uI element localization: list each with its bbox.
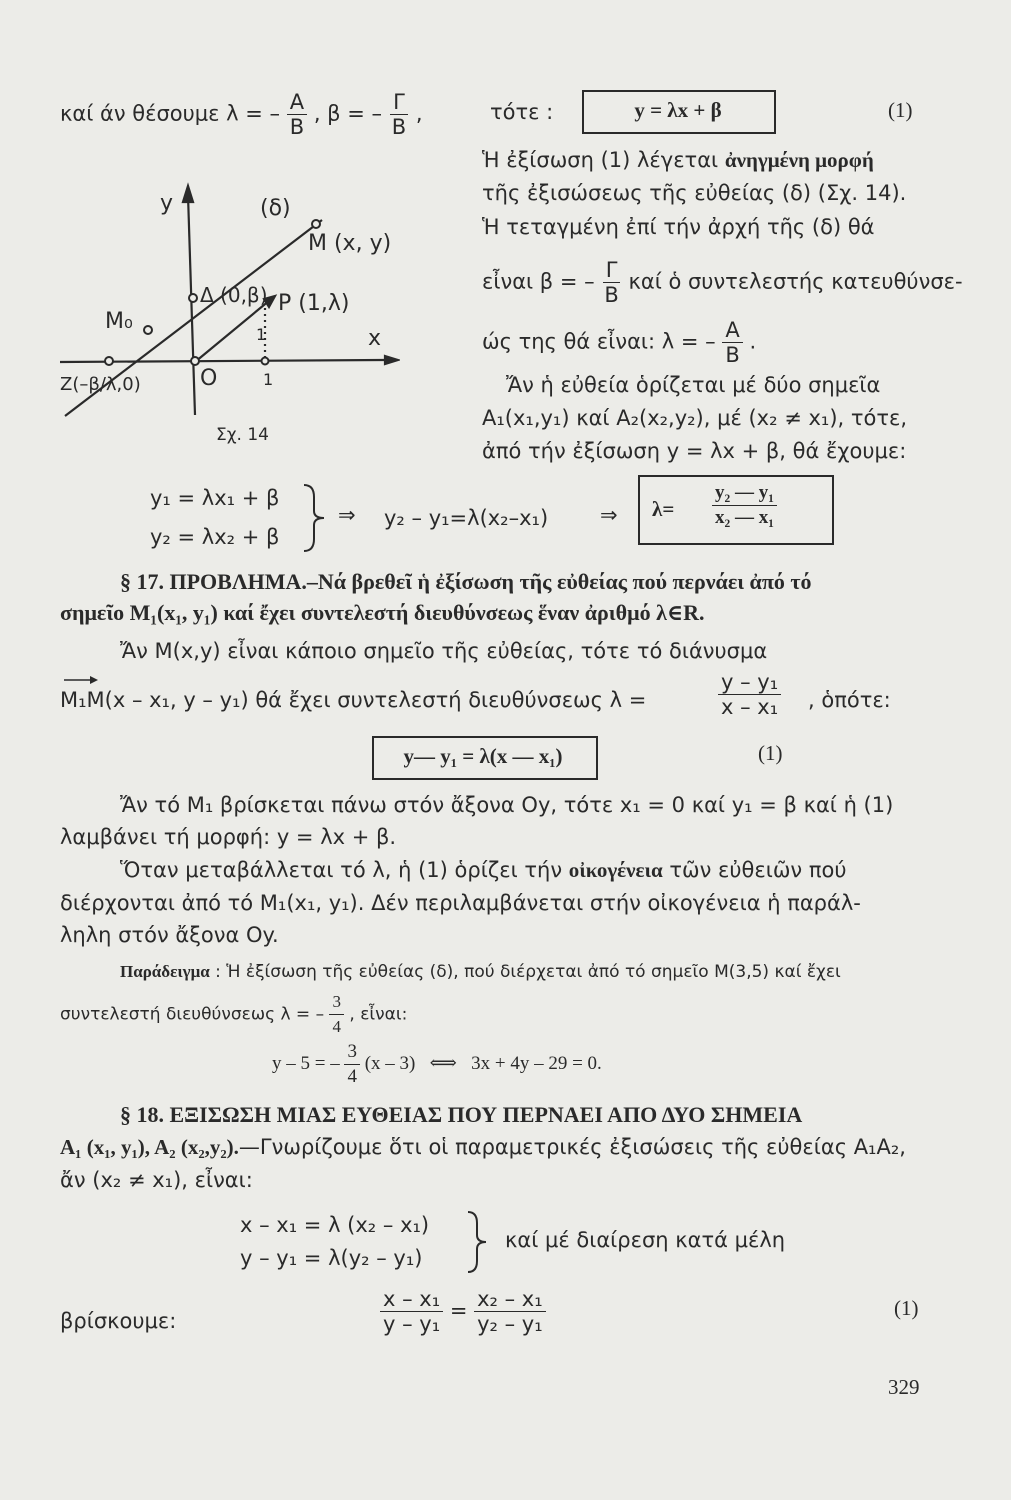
sec17-p4-line2: διέρχονται ἀπό τό M₁(x₁, y₁). Δέν περιλαμβάνεται στήν οἰκογένεια ἡ παράλ-: [60, 891, 861, 915]
para1-line4-num: Γ: [603, 258, 621, 283]
example-eq-num: 3: [344, 1040, 360, 1065]
boxed-eq-text: y = λx + β: [634, 98, 722, 122]
frac-a-num: A: [287, 90, 307, 115]
para2-line2: A₁(x₁,y₁) καί A₂(x₂,y₂), μέ (x₂ ≠ x₁), τότε,: [482, 406, 908, 430]
para2-line3: ἀπό τήν ἐξίσωση y = λx + β, θά ἔχουμε:: [482, 439, 907, 463]
sec17-p4-line1: [120, 855, 846, 885]
sec18-sys-note: καί μέ διαίρεση κατά μέλη: [505, 1228, 786, 1252]
para1-line1-text: Ἡ ἐξίσωση (1) λέγεται: [482, 148, 719, 172]
figure-caption: Σχ. 14: [216, 425, 270, 445]
label-M: M (x, y): [308, 231, 392, 256]
lambda-num: y₂ — y₁: [712, 481, 777, 506]
term-reduced-form: ἀνηγμένη μορφή: [724, 148, 874, 172]
example-label: Παράδειγμα: [120, 962, 210, 981]
sec18-f2-den: y₂ – y₁: [477, 1312, 543, 1336]
sec18-line3: ἄν (x₂ ≠ x₁), εἶναι:: [60, 1168, 253, 1192]
example-eq-post: 3x + 4y – 29 = 0.: [471, 1052, 602, 1074]
example-eq-pre: y – 5 = –: [272, 1052, 340, 1074]
sec18-f1-num: x – x₁: [380, 1287, 443, 1312]
sec17-title-line2: σημεῖο M₁(x₁, y₁) καί ἔχει συντελεστή διευθύνσεως ἕναν ἀριθμό λ∈R.: [60, 600, 705, 625]
implies-arrow-1: ⇒: [338, 503, 356, 527]
sec18-points: A₁ (x₁, y₁), A₂ (x₂,y₂).: [60, 1135, 239, 1159]
para1-line4: [482, 258, 963, 307]
brace-right-1: [300, 483, 340, 553]
header-lead: καί άν θέσουμε λ = –: [60, 101, 281, 126]
example-line2-num: 3: [329, 990, 344, 1015]
sec18-line2: [60, 1132, 906, 1162]
label-M0: M₀: [105, 309, 133, 334]
para1-line1: [482, 145, 874, 175]
sec17-p4-line3: ληλη στόν ἄξονα Oy.: [60, 923, 279, 947]
point-one-x: [262, 358, 269, 365]
example-equation: [272, 1040, 602, 1089]
frac-g-num: Γ: [390, 90, 408, 115]
lambda-lhs: λ=: [652, 497, 675, 521]
sec17-p4-pre: Ὅταν μεταβάλλεται τό λ, ἡ (1) ὁρίζει τήν: [120, 858, 563, 882]
header-tail: ,: [415, 101, 423, 126]
para1-line5-post: .: [749, 329, 757, 354]
sec18-find: βρίσκουμε:: [60, 1309, 177, 1333]
eq-number-1: (1): [888, 98, 913, 122]
sec18-line2-text: —Γνωρίζουμε ὅτι οἱ παραμετρικές ἐξισώσεις τῆς εὐθείας A₁A₂,: [238, 1135, 906, 1159]
eq-number-18: (1): [894, 1296, 919, 1320]
point-Delta: [189, 294, 197, 302]
frac-a-den: B: [289, 115, 305, 139]
para1-line3: Ἡ τεταγμένη ἐπί τήν ἀρχή τῆς (δ) θά: [482, 215, 875, 239]
label-one-x: 1: [263, 370, 274, 389]
sec18-title-line1: § 18. ΕΞΙΣΩΣΗ ΜΙΑΣ ΕΥΘΕΙΑΣ ΠΟΥ ΠΕΡΝΑΕΙ ΑΠΟ ΔΥΟ ΣΗΜΕΙΑ: [120, 1102, 803, 1127]
sec17-p3-line1: Ἄν τό M₁ βρίσκεται πάνω στόν ἄξονα Oy, τότε x₁ = 0 καί y₁ = β καί ἡ (1): [120, 793, 894, 817]
example-eq-den: 4: [347, 1066, 357, 1087]
sec17-p2-frac: [718, 670, 781, 719]
lambda-fraction: [712, 481, 777, 530]
y-axis-arrow: [183, 186, 193, 202]
sec17-p2-post: , ὁπότε:: [808, 688, 891, 712]
system1-mid: y₂ – y₁=λ(x₂–x₁): [384, 506, 549, 530]
header-line: [60, 90, 423, 139]
para2-line1: Ἄν ἡ εὐθεία ὁρίζεται μέ δύο σημεῖα: [506, 373, 881, 397]
label-P: P (1,λ): [278, 291, 350, 316]
lambda-den: x₂ — x₁: [715, 507, 774, 528]
frac-g-den: B: [391, 115, 407, 139]
label-x: x: [368, 326, 382, 351]
example-line2-pre: συντελεστή διευθύνσεως λ = –: [60, 1004, 325, 1025]
figure-14: [60, 180, 400, 450]
example-line2: [60, 990, 407, 1039]
sec17-title-line1: § 17. ΠΡΟΒΛΗΜΑ.–Νά βρεθεῖ ἡ ἐξίσωση τῆς εὐθείας πού περνάει ἀπό τό: [120, 569, 812, 594]
point-O: [191, 357, 199, 365]
para1-line4-den: B: [604, 283, 619, 307]
brace-right-2: [464, 1210, 500, 1274]
page-number: 329: [888, 1375, 920, 1399]
example-line1-text: : Ἡ ἐξίσωση τῆς εὐθείας (δ), πού διέρχεται ἀπό τό σημεῖο M(3,5) καί ἔχει: [215, 962, 841, 982]
label-one-y: 1: [256, 325, 267, 344]
y-axis: [188, 195, 195, 415]
point-M0: [144, 326, 152, 334]
header-mid: , β = –: [313, 101, 383, 126]
label-Z: Z(–β/λ,0): [60, 374, 141, 395]
implies-arrow-2: ⇒: [600, 503, 618, 527]
sec18-sys-eq2: y – y₁ = λ(y₂ – y₁): [240, 1246, 423, 1270]
sec17-p1: Ἄν M(x,y) εἶναι κάποιο σημεῖο τῆς εὐθείας, τότε τό διάνυσμα: [120, 639, 768, 663]
point-M: [312, 220, 320, 228]
para1-line5-pre: ώς της θά εἶναι: λ = –: [482, 329, 716, 354]
term-family: οἰκογένεια: [568, 858, 663, 882]
para1-line5-den: B: [725, 343, 740, 367]
example-line2-den: 4: [332, 1017, 341, 1036]
sec17-p2: M₁M(x – x₁, y – y₁) θά ἔχει συντελεστή διευθύνσεως λ =: [60, 688, 647, 712]
sec17-p3-line2: λαμβάνει τή μορφή: y = λx + β.: [60, 825, 397, 849]
para1-line4-post: καί ὁ συντελεστής κατευθύνσε-: [628, 269, 963, 294]
point-Z: [105, 357, 113, 365]
system1-eq1: y₁ = λx₁ + β: [150, 486, 280, 510]
para1-line5-num: A: [722, 318, 742, 343]
boxed-eq-17-text: y— y₁ = λ(x — x₁): [403, 744, 563, 768]
sec17-p4-post: τῶν εὐθειῶν πού: [669, 858, 847, 882]
system1-eq2: y₂ = λx₂ + β: [150, 525, 280, 549]
x-axis-arrow: [385, 356, 398, 364]
sec17-p2-den: x – x₁: [721, 695, 779, 719]
sec18-f1-den: y – y₁: [383, 1312, 441, 1336]
label-y: y: [160, 191, 174, 216]
label-delta: (δ): [260, 196, 291, 221]
para1-line5: [482, 318, 756, 367]
example-line2-post: , εἶναι:: [349, 1004, 408, 1025]
vector-arrow-mark: [62, 672, 100, 686]
para1-line4-pre: εἶναι β = –: [482, 269, 595, 294]
example-eq-mid: (x – 3): [364, 1052, 416, 1074]
example-line1: [120, 960, 841, 984]
sec18-sys-eq1: x – x₁ = λ (x₂ – x₁): [240, 1213, 430, 1237]
sec17-p2-num: y – y₁: [718, 670, 781, 695]
label-D: Δ (0,β): [200, 283, 268, 307]
iff-arrow: ⟺: [429, 1052, 457, 1074]
tote-label: τότε :: [490, 100, 554, 124]
sec18-equals: =: [449, 1298, 468, 1323]
sec18-final-equation: [380, 1287, 546, 1336]
sec18-f2-num: x₂ – x₁: [474, 1287, 546, 1312]
eq-number-17: (1): [758, 741, 783, 765]
label-O: O: [200, 366, 218, 391]
para1-line2: τῆς ἐξισώσεως τῆς εὐθείας (δ) (Σχ. 14).: [482, 181, 907, 205]
